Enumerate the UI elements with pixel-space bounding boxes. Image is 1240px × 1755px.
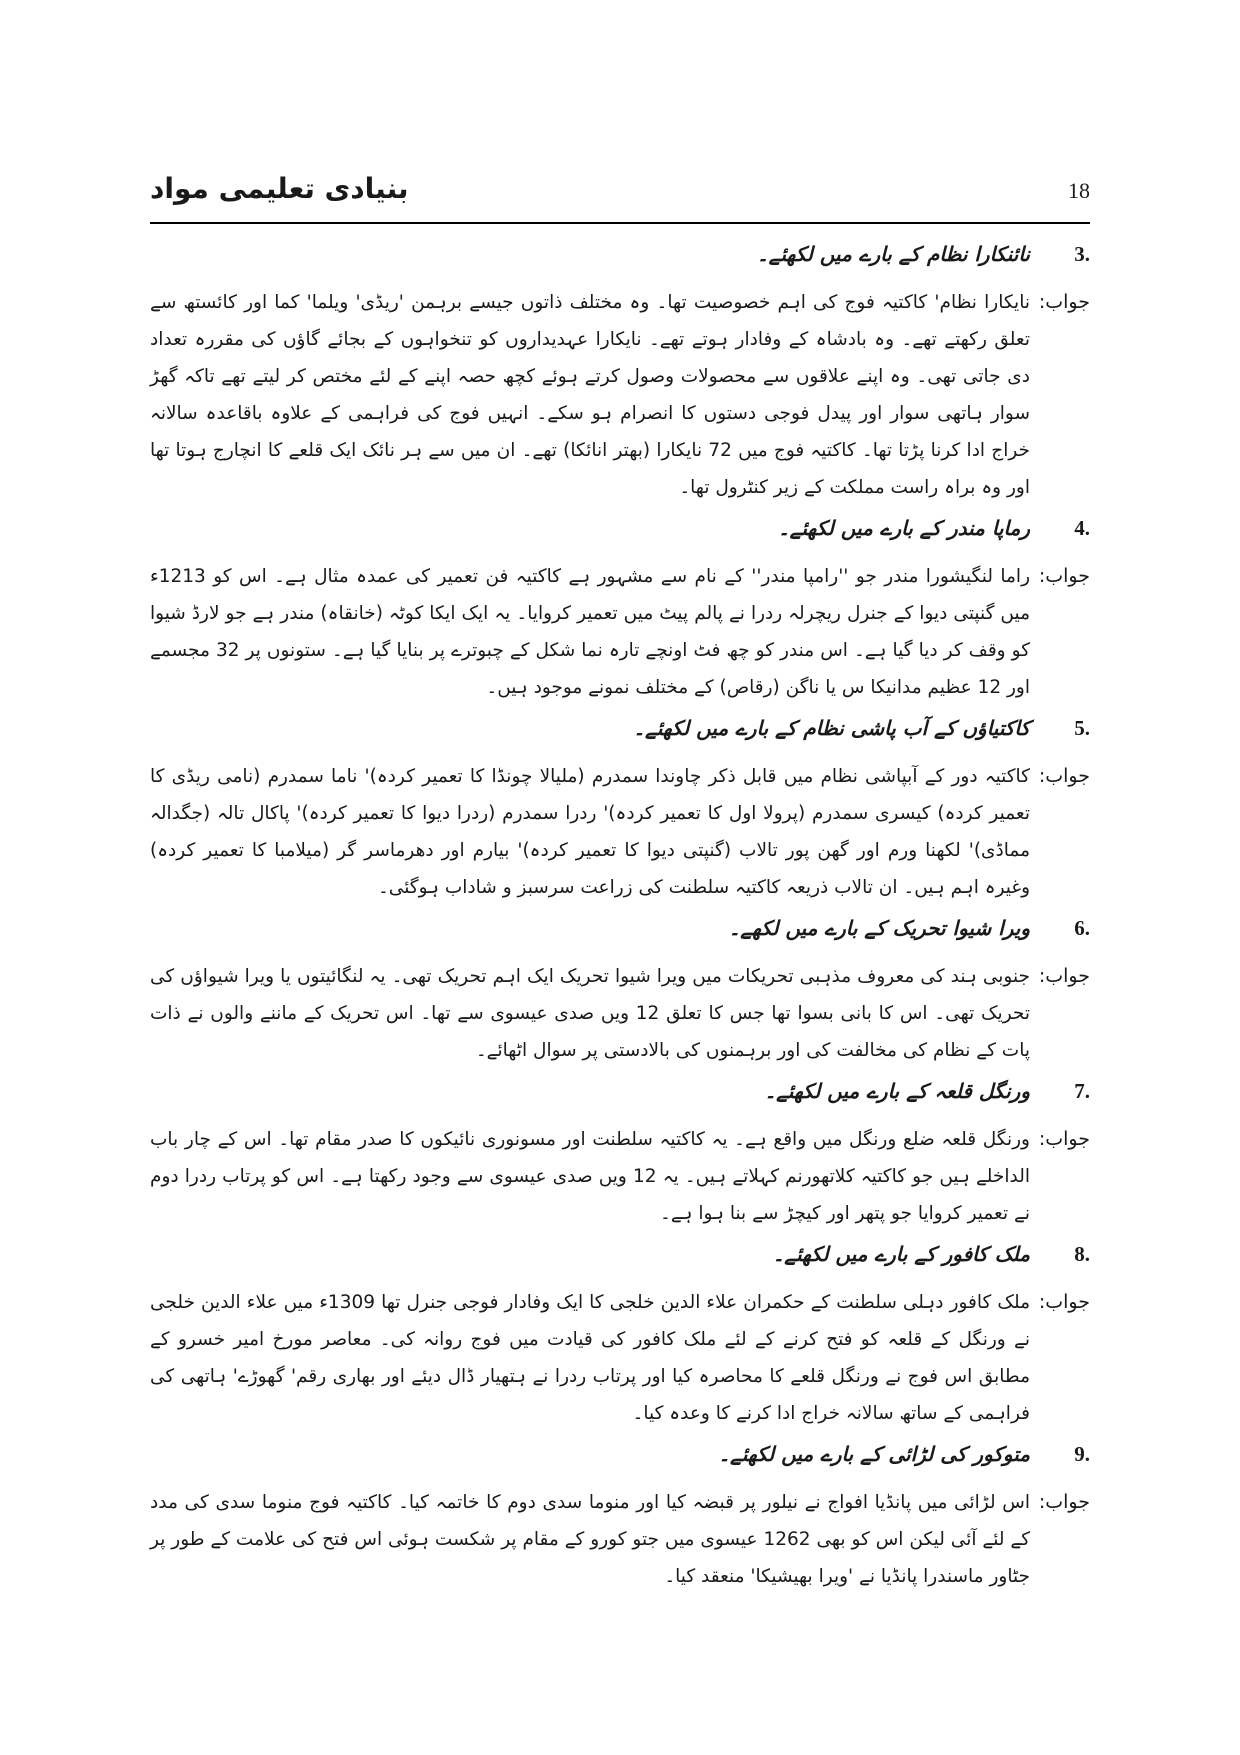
page-number: 18 xyxy=(1068,178,1090,203)
answer-text: ورنگل قلعہ ضلع ورنگل میں واقع ہے۔ یہ کاکتیہ سلطنت اور مسونوری نائیکوں کا صدر مقام تھا۔ اس کے چار باب الداخلے ہیں جو کاکتیہ کلاتھورنم کہلاتے ہیں۔ یہ 12 ویں صدی عیسوی سے وجود رکھتا ہے۔ اس کو پرتاب ردرا دوم نے تعمیر کروایا جو پتھر اور کیچڑ سے بنا ہوا ہے۔ xyxy=(150,1129,1030,1224)
answer-block xyxy=(150,284,1090,506)
question-title: کاکتیاؤں کے آب پاشی نظام کے بارے میں لکھئے۔ xyxy=(633,716,1030,740)
question-number: 9. xyxy=(1074,1442,1090,1466)
question-title: ملک کافور کے بارے میں لکھئے۔ xyxy=(772,1242,1030,1266)
question-title: نائنکارا نظام کے بارے میں لکھئے۔ xyxy=(757,242,1030,266)
question-number: 6. xyxy=(1074,916,1090,940)
question-list xyxy=(150,232,1090,1595)
question-title: ویرا شیوا تحریک کے بارے میں لکھے۔ xyxy=(728,916,1030,940)
answer-label: جواب: xyxy=(1038,565,1090,587)
question-heading xyxy=(150,1242,1090,1284)
question-heading xyxy=(150,1079,1090,1121)
answer-block xyxy=(150,758,1090,906)
answer-label: جواب: xyxy=(1038,291,1090,313)
answer-block xyxy=(150,1284,1090,1432)
answer-block xyxy=(150,958,1090,1069)
question-heading xyxy=(150,916,1090,958)
question-heading xyxy=(150,1442,1090,1484)
answer-text: کاکتیہ دور کے آبپاشی نظام میں قابل ذکر چاوندا سمدرم (ملیالا چونڈا کا تعمیر کردہ)' ناما سمدرم (نامی ریڈی کا تعمیر کردہ) کیسری سمدرم (پرولا اول کا تعمیر کردہ)' ردرا سمدرم (ردرا دیوا کا تعمیر کردہ)' پاکال تالہ (جگدالہ مماڈی)' لکھنا ورم اور گھن پور تالاب (گنپتی دیوا کا تعمیر کردہ)' بیارم اور دھرماسر گر (میلامبا کا تعمیر کردہ) وغیرہ اہم ہیں۔ ان تالاب ذریعہ کاکتیہ سلطنت کی زراعت سرسبز و شاداب ہوگئی۔ xyxy=(150,766,1030,898)
answer-text: ملک کافور دہلی سلطنت کے حکمران علاء الدین خلجی کا ایک وفادار فوجی جنرل تھا 1309ء میں علاء الدین خلجی نے ورنگل کے قلعہ کو فتح کرنے کے لئے ملک کافور کی قیادت میں فوج روانہ کی۔ معاصر مورخ امیر خسرو کے مطابق اس فوج نے ورنگل قلعے کا محاصرہ کیا اور پرتاب ردرا نے ہتھیار ڈال دیئے اور بھاری رقم' گھوڑے' ہاتھی کی فراہمی کے ساتھ سالانہ خراج ادا کرنے کا وعدہ کیا۔ xyxy=(150,1292,1030,1424)
question-title: متوکور کی لڑائی کے بارے میں لکھئے۔ xyxy=(718,1442,1030,1466)
question-number: 5. xyxy=(1074,716,1090,740)
answer-text: اس لڑائی میں پانڈیا افواج نے نیلور پر قبضہ کیا اور منوما سدی دوم کا خاتمہ کیا۔ کاکتیہ فوج منوما سدی کی مدد کے لئے آئی لیکن اس کو بھی 1262 عیسوی میں جتو کورو کے مقام پر شکست ہوئی اس فتح کی علامت کے طور پر جٹاور ماسندرا پانڈیا نے 'ویرا بھیشیکا' منعقد کیا۔ xyxy=(150,1492,1031,1587)
answer-text: راما لنگیشورا مندر جو ''رامپا مندر'' کے نام سے مشہور ہے کاکتیہ فن تعمیر کی عمدہ مثال ہے۔ اس کو 1213ء میں گنپتی دیوا کے جنرل ریچرلہ ردرا نے پالم پیٹ میں تعمیر کروایا۔ یہ ایک ایکا کوٹہ (خانقاہ) مندر ہے جو لارڈ شیوا کو وقف کر دیا گیا ہے۔ اس مندر کو چھ فٹ اونچے تارہ نما شکل کے چبوترے پر بنایا گیا ہے۔ ستونوں پر 32 مجسمے اور 12 عظیم مدانیکا س یا ناگن (رقاص) کے مختلف نمونے موجود ہیں۔ xyxy=(150,566,1030,698)
question-title: ورنگل قلعہ کے بارے میں لکھئے۔ xyxy=(764,1079,1030,1103)
question-heading xyxy=(150,516,1090,558)
question-title: رماپا مندر کے بارے میں لکھئے۔ xyxy=(778,516,1030,540)
question-heading xyxy=(150,716,1090,758)
question-number: 4. xyxy=(1074,516,1090,540)
page-header xyxy=(150,168,1090,220)
answer-label: جواب: xyxy=(1038,1291,1090,1313)
question-number: 7. xyxy=(1074,1079,1090,1103)
answer-label: جواب: xyxy=(1038,1491,1090,1513)
answer-label: جواب: xyxy=(1038,765,1090,787)
question-number: 8. xyxy=(1074,1242,1090,1266)
question-heading xyxy=(150,242,1090,284)
answer-label: جواب: xyxy=(1038,1128,1090,1150)
running-head-title: بنیادی تعلیمی مواد xyxy=(150,172,409,205)
question-number: 3. xyxy=(1074,242,1090,266)
answer-label: جواب: xyxy=(1038,965,1090,987)
answer-block xyxy=(150,558,1090,706)
answer-block xyxy=(150,1121,1090,1232)
answer-block xyxy=(150,1484,1090,1595)
answer-text: نایکارا نظام' کاکتیہ فوج کی اہم خصوصیت تھا۔ وہ مختلف ذاتوں جیسے برہمن 'ریڈی' ویلما' کما اور کائستھ سے تعلق رکھتے تھے۔ وہ بادشاہ کے وفادار ہوتے تھے۔ نایکارا عہدیداروں کو تنخواہوں کے بجائے گاؤں کی مقررہ تعداد دی جاتی تھی۔ وہ اپنے علاقوں سے محصولات وصول کرتے ہوئے کچھ حصہ اپنے کے لئے مختص کر لیتے تھے تاکہ گھڑ سوار ہاتھی سوار اور پیدل فوجی دستوں کا انصرام ہو سکے۔ انہیں فوج کی فراہمی کے علاوہ باقاعدہ سالانہ خراج ادا کرنا پڑتا تھا۔ کاکتیہ فوج میں 72 نایکارا (بھتر انائکا) تھے۔ ان میں سے ہر نائک ایک قلعے کا انچارج ہوتا تھا اور وہ براہ راست مملکت کے زیر کنٹرول تھا۔ xyxy=(150,292,1030,498)
header-rule xyxy=(150,222,1090,224)
answer-text: جنوبی ہند کی معروف مذہبی تحریکات میں ویرا شیوا تحریک ایک اہم تحریک تھی۔ یہ لنگائیتوں یا ویرا شیواؤں کی تحریک تھی۔ اس کا بانی بسوا تھا جس کا تعلق 12 ویں صدی عیسوی سے تھا۔ اس تحریک کے ماننے والوں نے ذات پات کے نظام کی مخالفت کی اور برہمنوں کی بالادستی پر سوال اٹھائے۔ xyxy=(150,966,1030,1061)
